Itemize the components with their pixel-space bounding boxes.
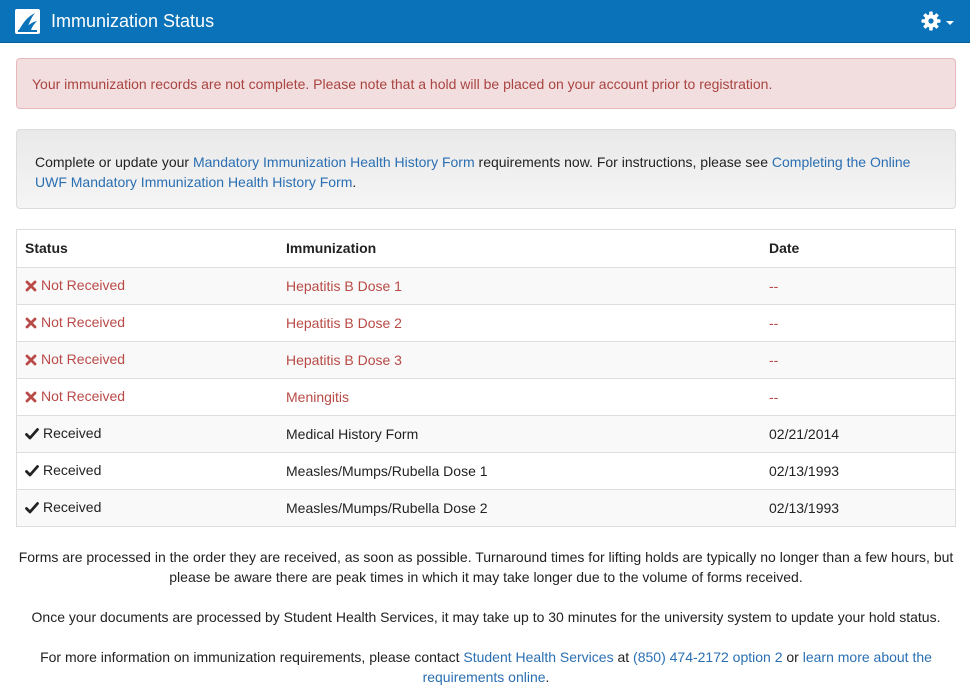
column-header-immunization: Immunization — [286, 240, 377, 257]
instructions-suffix: . — [352, 174, 357, 190]
status-cell: Not Received — [17, 267, 278, 304]
x-icon — [25, 279, 37, 295]
table-header-row — [17, 230, 955, 267]
gear-icon — [921, 11, 941, 34]
contact-suffix: . — [545, 669, 550, 685]
incomplete-records-alert — [16, 58, 956, 109]
date-cell: 02/21/2014 — [761, 415, 955, 452]
immunization-cell: Meningitis — [278, 378, 761, 415]
table-row — [17, 415, 955, 452]
date-cell: -- — [761, 304, 955, 341]
instructions-prefix: Complete or update your — [35, 154, 193, 170]
status-cell: Not Received — [17, 341, 278, 378]
immunization-table — [16, 229, 956, 527]
status-cell: Received — [17, 489, 278, 526]
status-cell: Not Received — [17, 304, 278, 341]
table-row — [17, 304, 955, 341]
date-cell: 02/13/1993 — [761, 452, 955, 489]
date-cell: -- — [761, 378, 955, 415]
completing-form-instructions-link[interactable]: Completing the Online UWF Mandatory Immunization Health History Form — [35, 154, 911, 190]
checkmark-icon — [25, 427, 39, 443]
table-row — [17, 341, 955, 378]
mandatory-form-link[interactable]: Mandatory Immunization Health History Form — [192, 154, 475, 170]
settings-menu-button[interactable] — [921, 12, 957, 32]
contact-at: at — [613, 649, 634, 665]
column-header-date: Date — [769, 240, 800, 257]
immunization-cell: Hepatitis B Dose 3 — [278, 341, 761, 378]
x-icon — [25, 353, 37, 369]
immunization-cell: Hepatitis B Dose 2 — [278, 304, 761, 341]
immunization-cell: Measles/Mumps/Rubella Dose 2 — [278, 489, 761, 526]
contact-prefix: For more information on immunization requirements, please contact — [40, 649, 464, 665]
uwf-argonaut-logo-icon[interactable] — [15, 9, 40, 34]
table-row — [17, 267, 955, 304]
checkmark-icon — [25, 501, 39, 517]
table-row — [17, 452, 955, 489]
table-row — [17, 489, 955, 526]
update-note: Once your documents are processed by Student Health Services, it may take up to 30 minutes for the university system to update your hold status. — [31, 609, 941, 625]
learn-more-requirements-link[interactable]: learn more about the requirements online — [422, 649, 932, 685]
table-row — [17, 378, 955, 415]
alert-text: Your immunization records are not complete. Please note that a hold will be placed on your account prior to registration. — [32, 76, 773, 92]
status-cell: Not Received — [17, 378, 278, 415]
phone-link[interactable]: (850) 474-2172 option 2 — [633, 649, 783, 665]
chevron-down-icon — [946, 21, 954, 25]
date-cell: -- — [761, 341, 955, 378]
x-icon — [25, 390, 37, 406]
status-cell: Received — [17, 415, 278, 452]
x-icon — [25, 316, 37, 332]
immunization-cell: Medical History Form — [278, 415, 761, 452]
instructions-middle: requirements now. For instructions, please see — [474, 154, 772, 170]
app-title: Immunization Status — [51, 11, 215, 31]
student-health-services-link[interactable]: Student Health Services — [463, 649, 614, 665]
contact-or: or — [782, 649, 803, 665]
top-navbar — [0, 0, 970, 43]
processing-note: Forms are processed in the order they are received, as soon as possible. Turnaround times for lifting holds are typically no longer than a few hours, but please be aware there are peak times in which it may take longer due to the volume of forms received. — [18, 549, 954, 585]
date-cell: -- — [761, 267, 955, 304]
checkmark-icon — [25, 464, 39, 480]
contact-note — [16, 647, 956, 687]
instructions-panel — [16, 129, 956, 209]
immunization-cell: Hepatitis B Dose 1 — [278, 267, 761, 304]
date-cell: 02/13/1993 — [761, 489, 955, 526]
status-cell: Received — [17, 452, 278, 489]
column-header-status: Status — [25, 240, 68, 257]
immunization-cell: Measles/Mumps/Rubella Dose 1 — [278, 452, 761, 489]
